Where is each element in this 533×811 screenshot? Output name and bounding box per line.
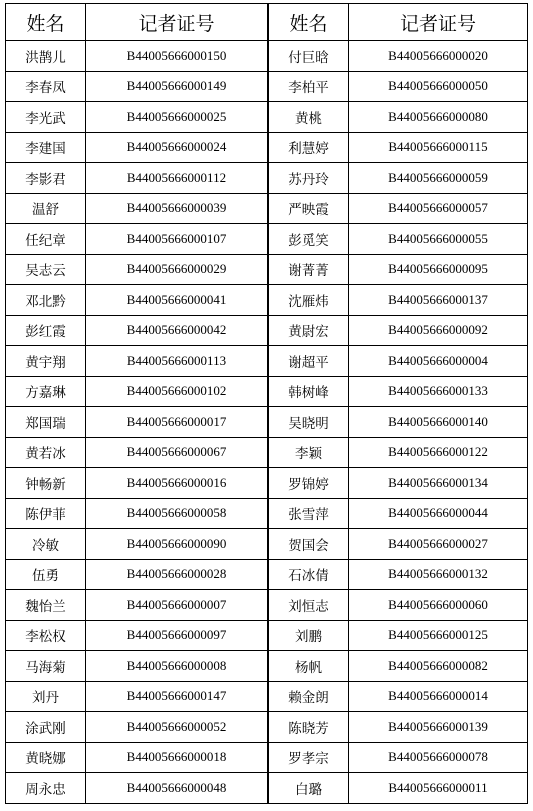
table-row bbox=[269, 315, 528, 346]
press-card-number: B44005666000029 bbox=[86, 254, 268, 285]
press-card-number: B44005666000052 bbox=[86, 712, 268, 743]
table-row bbox=[6, 71, 268, 102]
table-row bbox=[6, 620, 268, 651]
table-row bbox=[6, 132, 268, 163]
table-row bbox=[6, 163, 268, 194]
table-row bbox=[6, 559, 268, 590]
press-card-number: B44005666000018 bbox=[86, 742, 268, 773]
roster-table-right bbox=[268, 3, 528, 804]
press-card-number: B44005666000057 bbox=[349, 193, 528, 224]
press-card-number: B44005666000044 bbox=[349, 498, 528, 529]
reporter-name: 杨帆 bbox=[269, 651, 349, 682]
press-card-number: B44005666000011 bbox=[349, 773, 528, 804]
reporter-name: 李柏平 bbox=[269, 71, 349, 102]
table-row bbox=[269, 132, 528, 163]
header-row bbox=[269, 4, 528, 41]
press-card-number: B44005666000007 bbox=[86, 590, 268, 621]
press-card-number: B44005666000058 bbox=[86, 498, 268, 529]
reporter-name: 冷敏 bbox=[6, 529, 86, 560]
reporter-name: 刘恒志 bbox=[269, 590, 349, 621]
table-row bbox=[269, 498, 528, 529]
reporter-name: 黄晓娜 bbox=[6, 742, 86, 773]
table-row bbox=[6, 254, 268, 285]
reporter-name: 黄若冰 bbox=[6, 437, 86, 468]
reporter-name: 吴晓明 bbox=[269, 407, 349, 438]
press-card-number: B44005666000042 bbox=[86, 315, 268, 346]
reporter-name: 利慧婷 bbox=[269, 132, 349, 163]
table-row bbox=[6, 407, 268, 438]
reporter-name: 黄宇翔 bbox=[6, 346, 86, 377]
press-card-number: B44005666000028 bbox=[86, 559, 268, 590]
reporter-name: 吴志云 bbox=[6, 254, 86, 285]
reporter-name: 张雪萍 bbox=[269, 498, 349, 529]
press-card-number: B44005666000133 bbox=[349, 376, 528, 407]
table-row bbox=[269, 285, 528, 316]
table-row bbox=[6, 651, 268, 682]
table-row bbox=[6, 773, 268, 804]
table-row bbox=[269, 102, 528, 133]
press-card-number: B44005666000134 bbox=[349, 468, 528, 499]
reporter-name: 陈伊菲 bbox=[6, 498, 86, 529]
table-row bbox=[269, 163, 528, 194]
press-card-number: B44005666000137 bbox=[349, 285, 528, 316]
table-row bbox=[6, 742, 268, 773]
table-row bbox=[6, 285, 268, 316]
table-row bbox=[269, 468, 528, 499]
roster-table-left bbox=[5, 3, 268, 804]
press-card-number: B44005666000102 bbox=[86, 376, 268, 407]
press-card-number: B44005666000048 bbox=[86, 773, 268, 804]
reporter-name: 贺国会 bbox=[269, 529, 349, 560]
press-card-number: B44005666000139 bbox=[349, 712, 528, 743]
press-card-number: B44005666000020 bbox=[349, 41, 528, 72]
roster-body-left bbox=[6, 41, 268, 804]
table-row bbox=[6, 41, 268, 72]
press-card-number: B44005666000140 bbox=[349, 407, 528, 438]
table-row bbox=[6, 224, 268, 255]
press-card-number: B44005666000039 bbox=[86, 193, 268, 224]
reporter-name: 罗锦婷 bbox=[269, 468, 349, 499]
table-row bbox=[269, 437, 528, 468]
press-card-number: B44005666000050 bbox=[349, 71, 528, 102]
table-row bbox=[269, 254, 528, 285]
reporter-name: 彭觅笑 bbox=[269, 224, 349, 255]
header-name: 姓名 bbox=[269, 4, 349, 41]
press-card-number: B44005666000095 bbox=[349, 254, 528, 285]
table-row bbox=[6, 346, 268, 377]
reporter-name: 方嘉琳 bbox=[6, 376, 86, 407]
reporter-name: 洪鹊儿 bbox=[6, 41, 86, 72]
reporter-name: 温舒 bbox=[6, 193, 86, 224]
table-row bbox=[6, 468, 268, 499]
table-row bbox=[269, 71, 528, 102]
press-card-number: B44005666000150 bbox=[86, 41, 268, 72]
reporter-name: 刘丹 bbox=[6, 681, 86, 712]
reporter-name: 付巨晗 bbox=[269, 41, 349, 72]
reporter-name: 李建国 bbox=[6, 132, 86, 163]
reporter-name: 沈雁炜 bbox=[269, 285, 349, 316]
reporter-name: 黄桃 bbox=[269, 102, 349, 133]
reporter-name: 邓北黔 bbox=[6, 285, 86, 316]
table-row bbox=[269, 376, 528, 407]
reporter-name: 陈晓芳 bbox=[269, 712, 349, 743]
press-card-number: B44005666000024 bbox=[86, 132, 268, 163]
table-row bbox=[269, 712, 528, 743]
press-card-number: B44005666000092 bbox=[349, 315, 528, 346]
press-card-number: B44005666000113 bbox=[86, 346, 268, 377]
table-row bbox=[269, 590, 528, 621]
press-card-number: B44005666000107 bbox=[86, 224, 268, 255]
reporter-name: 李影君 bbox=[6, 163, 86, 194]
press-card-number: B44005666000125 bbox=[349, 620, 528, 651]
table-row bbox=[269, 224, 528, 255]
press-card-number: B44005666000004 bbox=[349, 346, 528, 377]
table-row bbox=[6, 590, 268, 621]
reporter-name: 白璐 bbox=[269, 773, 349, 804]
header-name: 姓名 bbox=[6, 4, 86, 41]
table-row bbox=[269, 773, 528, 804]
press-card-number: B44005666000059 bbox=[349, 163, 528, 194]
press-card-number: B44005666000122 bbox=[349, 437, 528, 468]
press-card-number: B44005666000025 bbox=[86, 102, 268, 133]
press-card-number: B44005666000090 bbox=[86, 529, 268, 560]
table-row bbox=[269, 742, 528, 773]
reporter-name: 罗孝宗 bbox=[269, 742, 349, 773]
press-card-number: B44005666000060 bbox=[349, 590, 528, 621]
press-card-number: B44005666000080 bbox=[349, 102, 528, 133]
table-row bbox=[6, 376, 268, 407]
press-card-number: B44005666000132 bbox=[349, 559, 528, 590]
header-row bbox=[6, 4, 268, 41]
press-card-number: B44005666000112 bbox=[86, 163, 268, 194]
press-card-number: B44005666000082 bbox=[349, 651, 528, 682]
reporter-name: 李光武 bbox=[6, 102, 86, 133]
press-card-number: B44005666000055 bbox=[349, 224, 528, 255]
press-card-number: B44005666000041 bbox=[86, 285, 268, 316]
press-card-number: B44005666000017 bbox=[86, 407, 268, 438]
press-card-number: B44005666000014 bbox=[349, 681, 528, 712]
table-row bbox=[6, 193, 268, 224]
reporter-name: 刘鹏 bbox=[269, 620, 349, 651]
reporter-name: 李颖 bbox=[269, 437, 349, 468]
reporter-name: 魏怡兰 bbox=[6, 590, 86, 621]
reporter-name: 赖金朗 bbox=[269, 681, 349, 712]
reporter-name: 李松权 bbox=[6, 620, 86, 651]
table-row bbox=[6, 712, 268, 743]
reporter-name: 李春凤 bbox=[6, 71, 86, 102]
table-row bbox=[269, 651, 528, 682]
press-card-number: B44005666000147 bbox=[86, 681, 268, 712]
press-card-number: B44005666000067 bbox=[86, 437, 268, 468]
reporter-name: 苏丹玲 bbox=[269, 163, 349, 194]
reporter-name: 石冰倩 bbox=[269, 559, 349, 590]
table-row bbox=[269, 681, 528, 712]
reporter-name: 谢超平 bbox=[269, 346, 349, 377]
table-row bbox=[269, 193, 528, 224]
reporter-name: 严映霞 bbox=[269, 193, 349, 224]
reporter-name: 周永忠 bbox=[6, 773, 86, 804]
roster-body-right bbox=[269, 41, 528, 804]
reporter-name: 黄尉宏 bbox=[269, 315, 349, 346]
press-card-number: B44005666000115 bbox=[349, 132, 528, 163]
press-card-number: B44005666000008 bbox=[86, 651, 268, 682]
table-row bbox=[269, 529, 528, 560]
press-card-number: B44005666000097 bbox=[86, 620, 268, 651]
table-row bbox=[6, 102, 268, 133]
reporter-name: 韩树峰 bbox=[269, 376, 349, 407]
reporter-name: 涂武刚 bbox=[6, 712, 86, 743]
reporter-name: 钟畅新 bbox=[6, 468, 86, 499]
reporter-name: 伍勇 bbox=[6, 559, 86, 590]
reporter-name: 马海菊 bbox=[6, 651, 86, 682]
press-card-number: B44005666000078 bbox=[349, 742, 528, 773]
press-card-number: B44005666000149 bbox=[86, 71, 268, 102]
reporter-name: 彭红霞 bbox=[6, 315, 86, 346]
table-row bbox=[6, 498, 268, 529]
table-row bbox=[269, 41, 528, 72]
press-card-number: B44005666000027 bbox=[349, 529, 528, 560]
reporter-name: 任纪章 bbox=[6, 224, 86, 255]
table-row bbox=[6, 681, 268, 712]
press-card-number: B44005666000016 bbox=[86, 468, 268, 499]
table-row bbox=[6, 529, 268, 560]
table-row bbox=[269, 346, 528, 377]
table-row bbox=[6, 437, 268, 468]
reporter-name: 郑国瑞 bbox=[6, 407, 86, 438]
header-press-card-number: 记者证号 bbox=[349, 4, 528, 41]
table-row bbox=[269, 620, 528, 651]
table-row bbox=[269, 407, 528, 438]
reporter-name: 谢菁菁 bbox=[269, 254, 349, 285]
header-press-card-number: 记者证号 bbox=[86, 4, 268, 41]
table-row bbox=[6, 315, 268, 346]
table-row bbox=[269, 559, 528, 590]
